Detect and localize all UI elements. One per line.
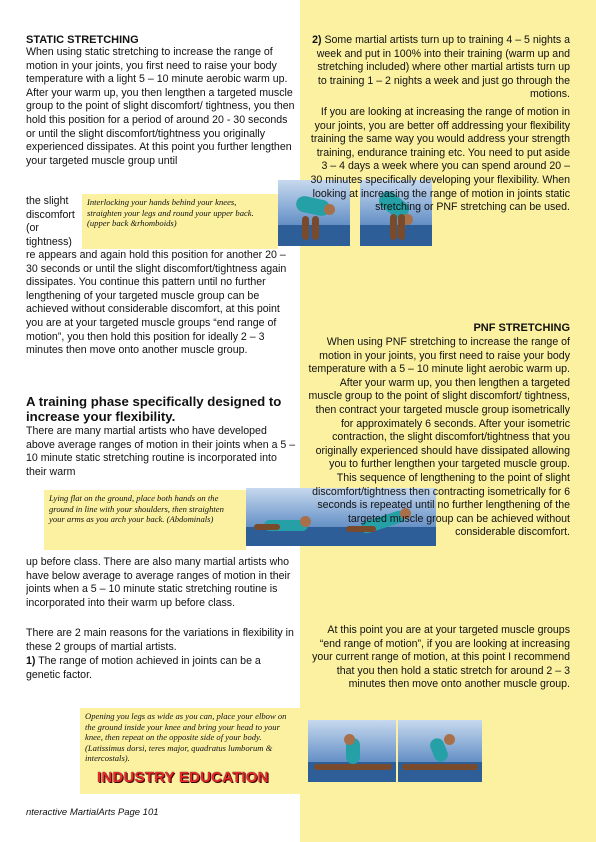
static-stretching-heading: STATIC STRETCHING [26, 34, 139, 46]
reason-2-number: 2) [312, 34, 322, 46]
training-phase-continued: up before class. There are also many martial artists who have below average to average ranges of motion in their joints when a 5 – 10 minute static stretching routine is incorporated into their warm up before class. [26, 556, 291, 609]
industry-education-logo: INDUSTRY EDUCATION [97, 769, 269, 786]
training-phase-heading: A training phase specifically designed to increase your flexibility. [26, 394, 282, 424]
static-stretching-paragraph: When using static stretching to increase the range of motion in your joints, you first need to raise your body temperature with a light 5 – 10 minute aerobic warm up. After your warm up, you then lengthen a targeted muscle group to the point of slight discomfort/ tightness, you then hold this position for a period of around 20 - 30 seconds or until the slight discomfort/tightness you originally experienced dissipates. At this point you further lengthen your targeted muscle group until [26, 46, 295, 167]
flexibility-reasons-paragraph: There are 2 main reasons for the variations in flexibility in these 2 groups of martial artists. [26, 627, 294, 653]
pnf-stretching-paragraph-2: At this point you are at your targeted muscle groups “end range of motion”, if you are looking at increasing your current range of motion, at this point I recommend that you then hold a static stretch for around 2 – 3 minutes then move onto another muscle group. [312, 624, 570, 691]
floor-stretch-caption: Lying flat on the ground, place both hands on the ground in line with your shoulders, then straighten your arms as you arch your back. (Abdominals) [44, 490, 246, 550]
static-stretching-wrap-text: the slight discomfort (or tightness) [26, 195, 75, 248]
reason-1-text: The range of motion achieved in joints can be a genetic factor. [26, 655, 261, 681]
training-phase-paragraph: There are many martial artists who have developed above average ranges of motion in their joints when a 5 – 10 minute static stretching routine is incorporated into their warm [26, 425, 296, 478]
flexibility-training-paragraph: If you are looking at increasing the range of motion in your joints, you are better off addressing your flexibility training the same way you would address your strength training, endurance training etc. You need to put aside 3 – 4 days a week where you can spend around 20 – 30 minutes specifically developing your flexibility. When looking at increasing the range of motion in joints static stretching or PNF stretching can be used. [310, 106, 570, 214]
pnf-stretching-paragraph: When using PNF stretching to increase the range of motion in your joints, you first need to raise your body temperature with a 5 – 10 minute light aerobic warm up. After your warm up, you then lengthen a targeted muscle group to the point of slight discomfort/ tightness, then contract your targeted muscle group isometrically for approximately 6 seconds. After your isometric contraction, the slight discomfort/tightness that you originally experienced should have dissipated allowing you to further lengthen your targeted muscle group. This sequence of lengthening to the point of slight discomfort/tightness then contracting isometrically for 6 seconds is repeated until no further lengthening of the targeted muscle group can be achieved without considerable discomfort. [308, 336, 570, 539]
pnf-stretching-heading: PNF STRETCHING [473, 322, 570, 334]
reason-2 [308, 34, 570, 102]
page-footer: nteractive MartialArts Page 101 [26, 807, 159, 818]
splits-stretch-caption-text: Opening you legs as wide as you can, place your elbow on the ground inside your knee and bring your head to your knee, then repeat on the opposite side of your body. (Latissimus dorsi, teres major, quadratus lumborum & intercostals). [85, 711, 287, 764]
reason-1-number: 1) [26, 655, 36, 667]
splits-stretch-photo-2 [398, 720, 482, 782]
splits-stretch-photo-1 [308, 720, 396, 782]
static-stretching-continued: re appears and again hold this position for another 20 – 30 seconds or until the slight discomfort/tightness again dissipates. You continue this pattern until no further lengthening of your targeted muscle group can be achieved without considerable discomfort, at this point you are at your targeted muscle groups “end range of motion”, you then hold this position for ideally 2 – 3 minutes then move onto another muscle group. [26, 249, 287, 357]
reason-2-text: Some martial artists turn up to training 4 – 5 nights a week and put in 100% into their training (warm up and stretching included) where other martial artists turn up to training 1 – 2 nights a week and just go through the motions. [316, 34, 570, 101]
reason-1 [26, 655, 296, 683]
knees-stretch-caption: Interlocking your hands behind your knees, straighten your legs and round your upper back. (upper back &rhomboids) [82, 194, 278, 249]
